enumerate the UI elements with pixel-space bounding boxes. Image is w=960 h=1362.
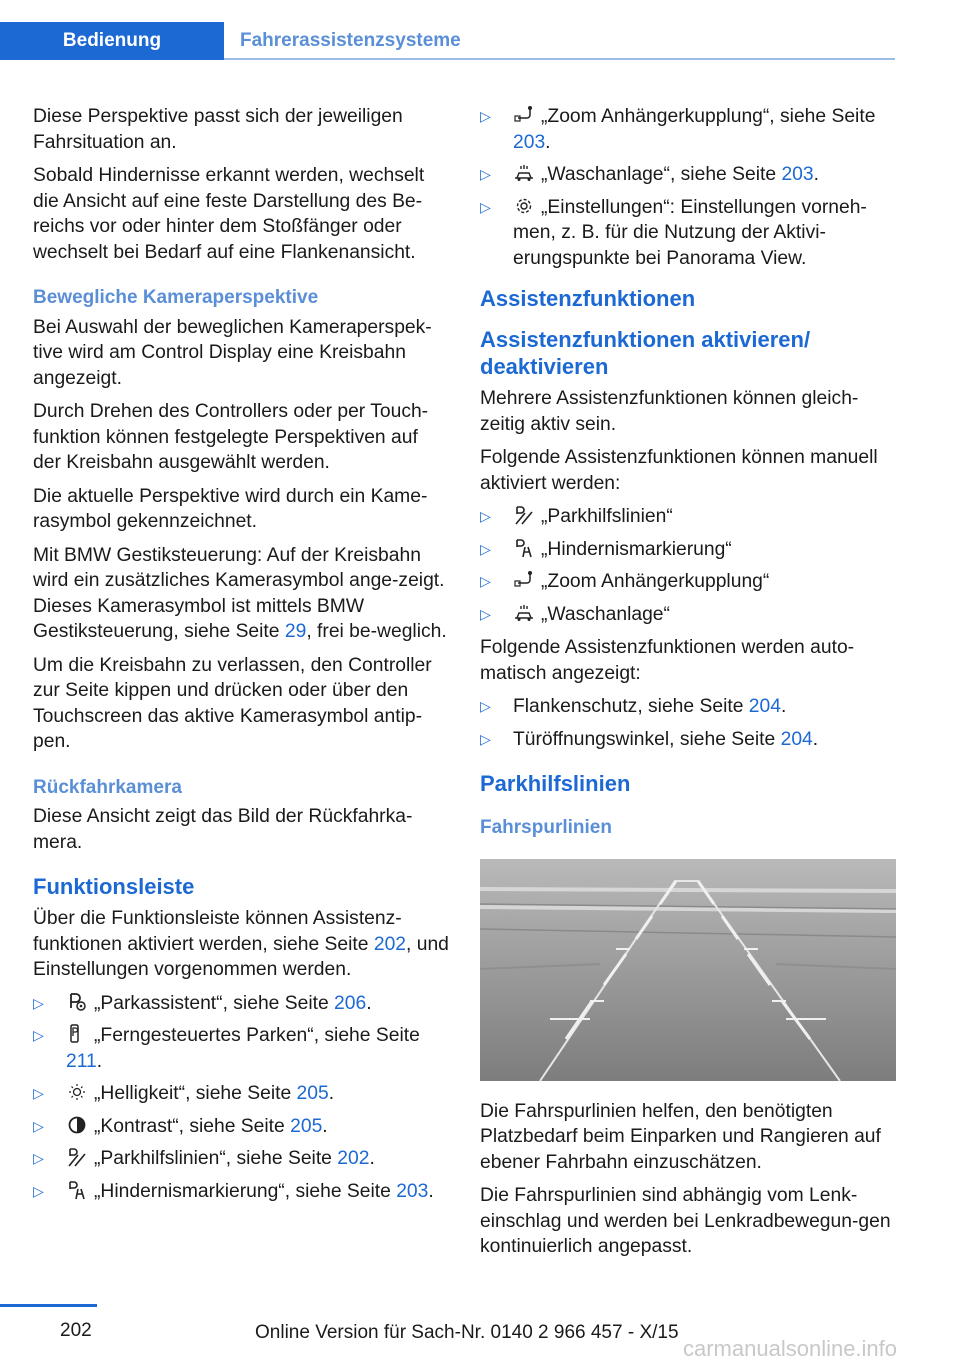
subheading-camera-perspective: Bewegliche Kameraperspektive (33, 287, 319, 308)
paragraph: Mehrere Assistenzfunktionen können gleich‐zeitig aktiv sein. (480, 388, 859, 435)
right-column (480, 104, 896, 1268)
page-link[interactable]: 205 (290, 1115, 323, 1137)
page-link[interactable]: 204 (780, 728, 813, 750)
text: „Helligkeit“, siehe Seite (94, 1083, 297, 1104)
page-link[interactable]: 205 (296, 1083, 329, 1104)
text: „Hindernismarkierung“, siehe Seite (94, 1180, 397, 1202)
paragraph: Um die Kreisbahn zu verlassen, den Controller zur Seite kippen und drücken oder über den Touchscreen das aktive Kamerasymbol antip‐pen. (33, 654, 432, 752)
remote-parking-icon (66, 1024, 88, 1044)
list-item (480, 537, 896, 563)
text: Über die Funktionsleiste können Assistenz‐funktionen aktiviert werden, siehe Seite (33, 908, 402, 955)
list-item (33, 1114, 449, 1140)
parking-lines-icon (66, 1147, 88, 1167)
park-assist-icon (66, 992, 88, 1012)
heading-parking-lines: Parkhilfslinien (480, 771, 631, 796)
paragraph: Die aktuelle Perspektive wird durch ein Kame‐rasymbol gekennzeichnet. (33, 485, 428, 532)
paragraph: Diese Perspektive passt sich der jeweiligen Fahrsituation an. (33, 106, 403, 153)
heading-activate-functions: Assistenzfunktionen aktivieren/ deaktivieren (480, 327, 811, 379)
text: „Parkassistent“, siehe Seite (94, 992, 335, 1014)
function-bar-list-continued (480, 104, 896, 271)
list-item (480, 602, 896, 628)
contrast-icon (66, 1115, 88, 1135)
text: , frei be‐weglich. (306, 621, 447, 642)
page-number-rule (0, 1304, 97, 1307)
text: „Parkhilfslinien“ (541, 506, 673, 527)
bullet-triangle-icon: ▷ (33, 994, 44, 1011)
text: . (322, 1115, 328, 1137)
list-item (480, 727, 896, 753)
bullet-triangle-icon: ▷ (33, 1182, 44, 1199)
trailer-hitch-icon (513, 570, 535, 590)
bullet-triangle-icon: ▷ (33, 1027, 44, 1043)
brightness-icon (66, 1082, 88, 1102)
text: . (96, 1050, 103, 1072)
text: . (780, 696, 787, 717)
paragraph: Sobald Hindernisse erkannt werden, wechselt die Ansicht auf eine feste Darstellung des Be‐reichs vor oder hinter dem Stoßfänger oder wechselt bei Bedarf auf eine Flankenansicht. (33, 165, 425, 263)
function-bar-list (33, 991, 449, 1205)
text: . (428, 1180, 434, 1202)
paragraph (33, 906, 449, 983)
list-item (480, 162, 896, 188)
paragraph (33, 543, 449, 645)
heading-assistance-functions: Assistenzfunktionen (480, 286, 696, 311)
text: . (545, 131, 551, 153)
paragraph: Bei Auswahl der beweglichen Kameraperspek‐tive wird am Control Display eine Kreisbahn angezeigt. (33, 316, 432, 389)
bullet-triangle-icon: ▷ (33, 1150, 44, 1166)
text: . (813, 164, 819, 185)
obstacle-marking-icon (66, 1180, 88, 1200)
bullet-triangle-icon: ▷ (480, 166, 491, 182)
text: „Hindernismarkierung“ (541, 538, 732, 560)
list-item (480, 694, 896, 720)
left-column (33, 104, 449, 1212)
bullet-triangle-icon: ▷ (480, 605, 491, 622)
text: „Kontrast“, siehe Seite (94, 1115, 291, 1137)
list-item (33, 991, 449, 1017)
heading-function-bar: Funktionsleiste (33, 874, 195, 899)
list-item (33, 1179, 449, 1205)
bullet-triangle-icon: ▷ (480, 508, 491, 524)
bullet-triangle-icon: ▷ (480, 730, 491, 747)
automatic-functions-list (480, 694, 896, 752)
paragraph: Folgende Assistenzfunktionen können manuell aktiviert werden: (480, 447, 878, 494)
paragraph: Die Fahrspurlinien sind abhängig vom Lenk‐einschlag und werden bei Lenkradbewegun‐gen kontinuierlich angepasst. (480, 1185, 891, 1257)
text: Flankenschutz, siehe Seite (513, 696, 749, 717)
page-link[interactable]: 29 (284, 621, 307, 642)
text: . (369, 1148, 375, 1169)
page-link[interactable]: 211 (66, 1050, 97, 1072)
subheading-rear-camera: Rückfahrkamera (33, 776, 182, 798)
page-link[interactable]: 203 (513, 131, 546, 153)
bullet-triangle-icon: ▷ (33, 1117, 44, 1134)
bullet-triangle-icon: ▷ (480, 198, 491, 215)
car-wash-icon (513, 163, 535, 183)
text: „Waschanlage“, siehe Seite (541, 164, 782, 185)
section-tabbar (0, 0, 895, 62)
text: „Einstellungen“: Einstellungen vorneh‐men, z. B. für die Nutzung der Aktivi‐erungspunkte bei Panorama View. (513, 196, 867, 269)
text: „Waschanlage“ (541, 603, 670, 625)
page-link[interactable]: 204 (748, 696, 781, 717)
car-wash-icon (513, 603, 535, 623)
bullet-triangle-icon: ▷ (480, 573, 491, 589)
list-item (480, 104, 896, 155)
subheading-lane-lines: Fahrspurlinien (480, 817, 612, 838)
watermark: carmanualsonline.info (683, 1336, 898, 1361)
bullet-triangle-icon: ▷ (480, 698, 491, 714)
list-item (480, 195, 896, 272)
text: . (812, 728, 819, 750)
online-version-footer: Online Version für Sach-Nr. 0140 2 966 457 - X/15 (255, 1322, 679, 1343)
list-item (480, 569, 896, 595)
obstacle-marking-icon (513, 538, 535, 558)
text: „Parkhilfslinien“, siehe Seite (94, 1148, 338, 1169)
text: „Ferngesteuertes Parken“, siehe Seite (94, 1025, 420, 1046)
text: , und Einstellungen vorgenommen werden. (33, 933, 449, 980)
list-item (480, 504, 896, 530)
bullet-triangle-icon: ▷ (480, 540, 491, 557)
paragraph: Durch Drehen des Controllers oder per Touch‐funktion können festgelegte Perspektiven auf der Kreisbahn ausgewählt werden. (33, 401, 429, 473)
parking-lines-icon (513, 505, 535, 525)
paragraph: Folgende Assistenzfunktionen werden auto‐matisch angezeigt: (480, 637, 855, 684)
page-link[interactable]: 202 (373, 933, 407, 955)
trailer-hitch-icon (513, 105, 535, 125)
text: „Zoom Anhängerkupplung“, siehe Seite (541, 106, 876, 127)
tab-underline (224, 58, 895, 60)
bullet-triangle-icon: ▷ (480, 108, 491, 124)
text: „Zoom Anhängerkupplung“ (541, 571, 770, 592)
lane-lines-illustration (480, 859, 896, 1081)
page-number: 202 (60, 1320, 92, 1341)
tab-fahrerassistenzsysteme[interactable]: Fahrerassistenzsysteme (240, 30, 461, 51)
text: Mit BMW Gestiksteuerung: Auf der Kreisbahn wird ein zusätzliches Kamerasymbol ange‐zeigt. Dieses Kamerasymbol ist mittels BMW Gestiksteuerung, siehe Seite (33, 544, 445, 642)
text: . (328, 1083, 335, 1104)
text: Türöffnungswinkel, siehe Seite (513, 728, 781, 750)
manual-functions-list (480, 504, 896, 627)
settings-gear-icon (513, 196, 535, 216)
paragraph: Die Fahrspurlinien helfen, den benötigten Platzbedarf beim Einparken und Rangieren auf ebener Fahrbahn einzuschätzen. (480, 1100, 881, 1173)
page-link[interactable]: 203 (781, 164, 814, 185)
page-link[interactable]: 203 (396, 1180, 429, 1202)
page-link[interactable]: 202 (337, 1148, 370, 1169)
page-link[interactable]: 206 (334, 992, 367, 1014)
paragraph: Diese Ansicht zeigt das Bild der Rückfahrka‐mera. (33, 806, 413, 853)
tab-bedienung[interactable]: Bedienung (0, 22, 224, 60)
list-item (33, 1146, 449, 1172)
text: . (366, 992, 372, 1014)
list-item (33, 1081, 449, 1107)
list-item (33, 1023, 449, 1074)
bullet-triangle-icon: ▷ (33, 1085, 44, 1101)
